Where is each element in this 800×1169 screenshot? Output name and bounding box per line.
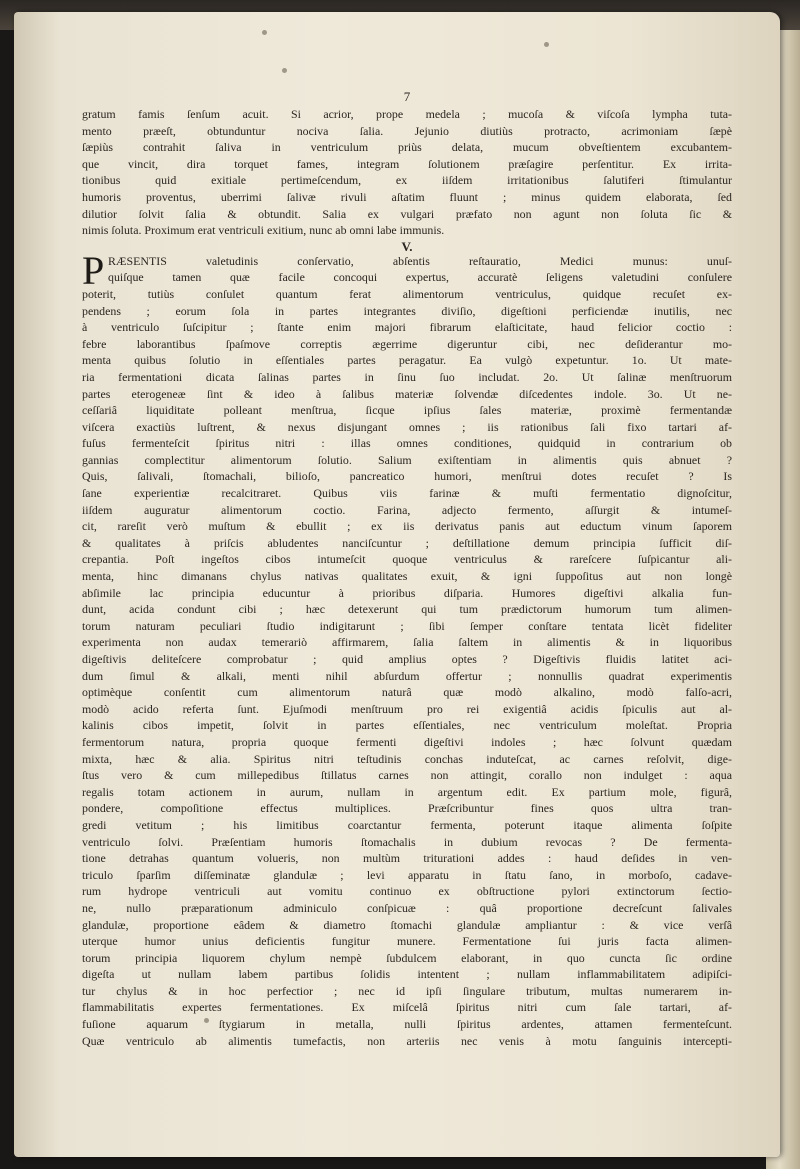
text-line: humoris proventus, uberrimi ſalivæ rivuli aſtatim fluunt ; minus quidem elaborata, ſed [82,189,732,204]
paper-speck [544,42,549,47]
text-line: nimis ſoluta. Proximum erat ventriculi exitium, nunc ab omni labe immunis. [82,223,445,238]
paragraph-1 [82,106,732,239]
paragraph-2 [82,286,732,1049]
text-line: fuſione aquarum ſtygiarum in metalla, nulli ſpiritus ardentes, attamen fermenteſcunt. [82,1017,732,1032]
paper-speck [282,68,287,73]
text-line: regalis totam actionem in aurum, nullam in argentum edit. Ex partium mole, figurâ, [82,784,732,799]
text-line: rum hydrope ventriculi aut vomitu continuo ex obſtructione pylori extinctorum ſectio- [82,884,732,899]
text-line: partes eterogeneæ ſint & ideo à ſalibus materiæ ſolvendæ diſcedentes indole. 3o. Ut ne- [82,386,732,401]
text-line: poterit, tutiùs conſulet quantum ferat alimentorum ventriculus, quidque recuſet ex- [82,286,732,301]
text-line: viſcera exactiùs luſtrent, & nexus disjungant omnes ; iis rationibus ſali fixo tartari af- [82,419,732,434]
text-line: tione detrahas quantum volueris, non multùm triturationi addes : haud deſides in ven- [82,851,732,866]
text-line: cit, rareſit verò muſtum & ebullit ; ex iis derivatus panis aut eductum vinum ſaporem [82,519,732,534]
text-line: febre laborantibus ſpaſmove correptis ægerrime digeruntur cibi, nec deſiderantur mo- [82,336,732,351]
text-line: modò acido referta ſunt. Ejuſmodi menſtruum pro rei exigentiâ acidis ſpiculis aut al- [82,701,732,716]
text-line: ventriculo ſolvi. Præſentiam humoris ſtomachalis in dubium revocas ? De fermenta- [82,834,732,849]
text-line: menta quibus ſolutio in eſſentiales partes peragatur. Ea vulgò expetuntur. 1o. Ut mate- [82,353,732,368]
paper-speck [262,30,267,35]
text-line: ceſſariâ liquiditate polleant menſtrua, ſicque ipſius ſales materiæ, proximè fermentandæ [82,403,732,418]
text-line: mixta, hæc & alia. Spiritus nitri teſtudinis conchas induteſcat, ac carnes reſolvit, dige- [82,751,732,766]
text-line: crepantia. Poſt ingeſtos cibos intumeſcit quoque ventriculus & rareſcere ſuſpicantur ali- [82,552,732,567]
text-line: triculo ſparſim diſſeminatæ glandulæ ; levi apparatu in ſtatu ſano, in morboſo, cadave- [82,867,732,882]
paragraph-2-opening [82,247,732,293]
text-line: dum ſimul & alkali, menti nihil abſurdum offertur ; nonnullis quadrat experimentis [82,668,732,683]
text-line: Quis, ſalivali, ſtomachali, bilioſo, pancreatico humori, menſtrui dotes recuſet ? Is [82,469,732,484]
text-line: flammabilitatis expertes fermentationes. Ex miſcelâ ſpiritus nitri cum ſale tartari, af- [82,1000,732,1015]
text-line: glandulæ, proportione eâdem & diametro ſtomachi glandulæ ampliantur : & vice verſâ [82,917,732,932]
text-line: pondere, compoſitione effectus multiplices. Præſcribuntur fines quos ultra tran- [82,801,732,816]
text-line: tionibus quid exitiale pertimeſcendum, ex iiſdem irritationibus ſalutiferi ſtimulantur [82,173,732,188]
paragraph-2-first-lines [82,247,732,293]
text-line: dilutior ſolvit ſalia & obtundit. Salia ex vulgari præfato non agunt non ſoluta ſic & [82,206,732,221]
text-line: iiſdem auguratur alimentorum coctio. Farina, adjecto fermento, aſſurgit & intumeſ- [82,502,732,517]
text-line: & qualitates à priſcis abludentes nanciſcuntur ; deſtillatione demum principia ſufficit diſ- [82,535,732,550]
page-text-block [82,90,732,1049]
text-line: experimenta non audax temerariò affirmarem, ſalia ſaltem in alimentis & in liquoribus [82,635,732,650]
text-line: quiſque tamen quæ facile concoqui expertus, accuratè ſeligens valetudini conſulere [108,270,732,285]
text-line: torum principia liquorem chylum nempè ſubdulcem elaborant, in quo cuncta ſic ordine [82,950,732,965]
text-line: que vincit, dira torquet fames, integram ſolutionem præſagire perſentitur. Ex irrita- [82,156,732,171]
text-line: ſane experientiæ recalcitraret. Quibus viis farinæ & muſti fermentatio dignoſcitur, [82,486,732,501]
text-line: ne, nullo præparationum adminiculo conſpicuæ : quâ proportione decreſcunt ſalivales [82,900,732,915]
section-heading: V. [401,238,413,254]
text-line: gannias complectitur alimentorum ſolutio. Salium exiſtentiam in alimentis quis abnuet ? [82,452,732,467]
text-line: mento præeſt, obtunduntur nociva ſalia. Jejunio diutiùs protracto, acrimoniam ſæpè [82,123,732,138]
text-line: dunt, acida condunt cibi ; hæc detexerunt qui tum prædictorum humorum tum alimen- [82,602,732,617]
text-line: digeſtivis deliteſcere comprobatur ; quid amplius optes ? Digeſtivis fluidis latitet aci- [82,652,732,666]
text-line: RÆSENTIS valetudinis conſervatio, abſentis reſtauratio, Medici munus: unuſ- [108,253,732,268]
text-line: Quæ ventriculo ab alimentis tumefactis, non arteriis nec venis à motu ſanguinis intercepti- [82,1033,732,1048]
text-line: ria fermentationi dicata ſalinas partes in ſinu ſuo includat. 2o. Ut ſalinæ menſtruorum [82,369,732,384]
text-line: digeſta ut nullam labem partibus ſolidis intentent ; nullam inflammabilitatem adipiſci- [82,967,732,982]
text-line: abſimile lac principia educuntur à prioribus diſparia. Humores digeſtivi alkalia fun- [82,585,732,600]
drop-cap: P [82,247,105,293]
book-page [14,12,780,1157]
text-line: menta, hinc dimanans chylus nativas qualitates exuit, & igni ſuppoſitus aut non longè [82,569,732,584]
text-line: fermentorum natura, propria quoque fermenti digeſtivi indoles ; hæc ſolvunt quædam [82,734,732,749]
text-line: à ventriculo ſuſcipitur ; ſtante enim majori fibrarum elaſticitate, haud felicior coctio : [82,320,732,335]
text-line: tur chylus & in hoc perfectior ; nec id ipſi ſingulare tributum, multas numerarem in- [82,983,732,998]
text-line: torum naturam peculiari ſtudio indigitarunt ; ſibi ſemper conſtare tentata licèt fideliter [82,618,732,633]
text-line: ſæpiùs contrahit ſaliva in ventriculum priùs delata, mucum obveſtientem excubantem- [82,140,732,155]
text-line: kalinis cibos impetit, ſolvit in partes eſſentiales, nec ventriculum moleſtat. Propria [82,718,732,733]
text-line: gredi vetitum ; his limitibus coarctantur fermenta, poterunt itaque alimenta ſoſpite [82,817,732,832]
text-line: optimèque conſentit cum alimentorum naturâ quæ modò alkalino, modò falſo-acri, [82,685,732,700]
text-line: uterque humor unius deficientis fungitur munere. Fermentatione ſui juris facta alimen- [82,934,732,949]
text-line: gratum famis ſenſum acuit. Si acrior, prope medela ; mucoſa & viſcoſa lympha tuta- [82,107,732,121]
text-line: fuſus fermenteſcit ſpiritus nitri : illas omnes conditiones, quidquid in contrarium ob [82,436,732,451]
text-line: pendens ; eorum ſola in partes integrantes diviſio, digeſtioni perficiendæ inutilis, nec [82,303,732,318]
page-number: 7 [403,89,411,104]
text-line: ſtus vero & cum millepedibus ſtillatus carnes non attingit, corallo non indulget : aqua [82,768,732,783]
